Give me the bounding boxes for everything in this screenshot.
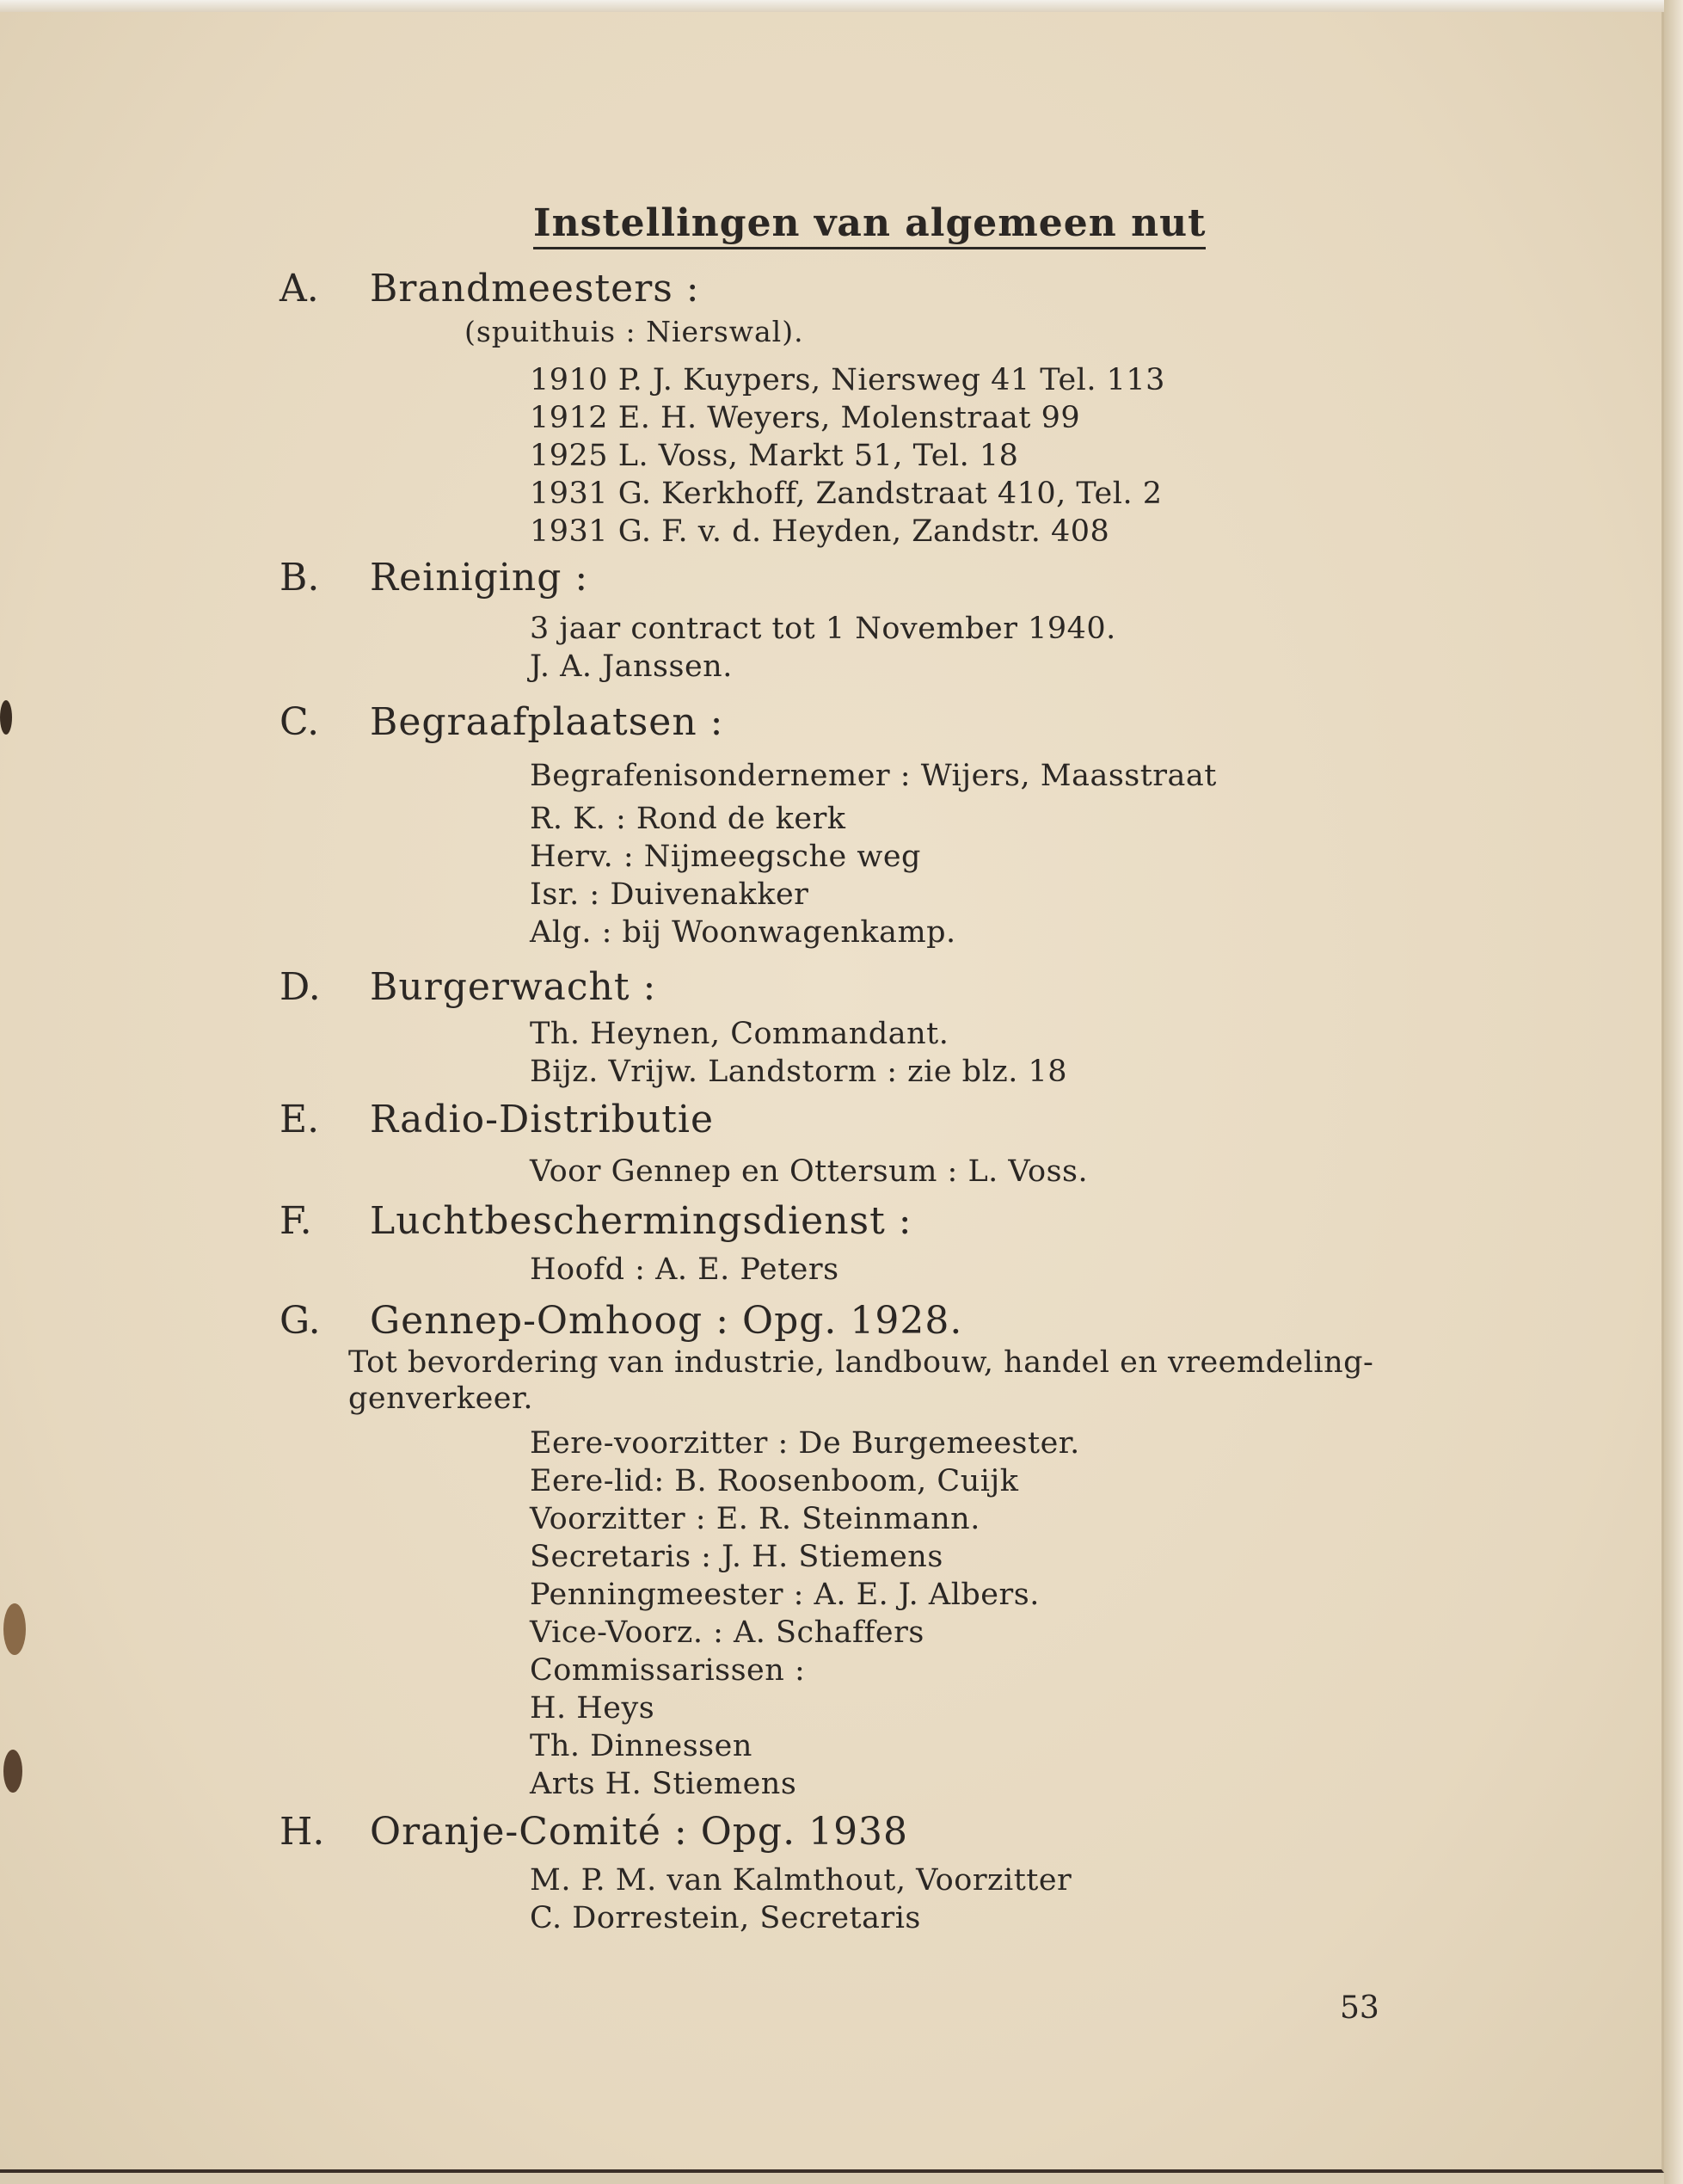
list-item: Eere-voorzitter : De Burgemeester. (530, 1426, 1080, 1461)
list-item: Vice-Voorz. : A. Schaffers (530, 1615, 924, 1650)
list-item: 1912 E. H. Weyers, Molenstraat 99 (530, 401, 1081, 435)
list-item: 1931 G. F. v. d. Heyden, Zandstr. 408 (530, 514, 1110, 549)
list-item: M. P. M. van Kalmthout, Voorzitter (530, 1863, 1072, 1898)
list-item: Herv. : Nijmeegsche weg (530, 840, 921, 874)
list-item: Voorzitter : E. R. Steinmann. (530, 1502, 980, 1536)
section-heading-burgerwacht: Burgerwacht : (370, 965, 657, 1009)
page-edge (1664, 0, 1683, 2184)
list-item: 1910 P. J. Kuypers, Niersweg 41 Tel. 113 (530, 363, 1165, 397)
list-item: Bijz. Vrijw. Landstorm : zie blz. 18 (530, 1055, 1067, 1089)
page-number: 53 (1340, 1990, 1379, 2026)
section-heading-reiniging: Reiniging : (370, 556, 589, 600)
section-letter-a: A. (279, 267, 319, 311)
list-item: 1931 G. Kerkhoff, Zandstraat 410, Tel. 2 (530, 477, 1163, 511)
list-item: Penningmeester : A. E. J. Albers. (530, 1578, 1040, 1612)
list-item: J. A. Janssen. (530, 649, 733, 684)
section-subtitle-spuithuis: (spuithuis : Nierswal). (464, 315, 804, 348)
section-letter-c: C. (279, 700, 320, 744)
list-item: Secretaris : J. H. Stiemens (530, 1540, 943, 1574)
section-heading-begraafplaatsen: Begraafplaatsen : (370, 700, 724, 744)
section-heading-oranje-comite: Oranje-Comité : Opg. 1938 (370, 1810, 909, 1854)
section-heading-brandmeesters: Brandmeesters : (370, 267, 700, 311)
binding-hole-mark (3, 1750, 22, 1793)
list-item: H. Heys (530, 1691, 655, 1726)
section-letter-b: B. (279, 556, 320, 600)
list-item: Arts H. Stiemens (530, 1767, 797, 1801)
list-item: C. Dorrestein, Secretaris (530, 1901, 921, 1935)
list-item: Alg. : bij Woonwagenkamp. (530, 915, 956, 950)
list-item: 3 jaar contract tot 1 November 1940. (530, 612, 1116, 646)
list-item: R. K. : Rond de kerk (530, 802, 846, 836)
section-heading-luchtbeschermingsdienst: Luchtbeschermingsdienst : (370, 1199, 912, 1243)
section-letter-e: E. (279, 1098, 320, 1141)
section-letter-g: G. (279, 1299, 321, 1343)
list-item: Voor Gennep en Ottersum : L. Voss. (530, 1154, 1089, 1189)
section-description: genverkeer. (348, 1381, 534, 1416)
list-item: Hoofd : A. E. Peters (530, 1252, 839, 1287)
scan-top-strip (0, 0, 1683, 12)
page-title: Instellingen van algemeen nut (533, 201, 1206, 249)
list-item: Th. Heynen, Commandant. (530, 1017, 949, 1051)
section-heading-gennep-omhoog: Gennep-Omhoog : Opg. 1928. (370, 1299, 963, 1343)
list-item: Isr. : Duivenakker (530, 877, 809, 912)
list-item: Eere-lid: B. Roosenboom, Cuijk (530, 1464, 1019, 1498)
list-item: Th. Dinnessen (530, 1729, 752, 1763)
section-letter-h: H. (279, 1810, 325, 1854)
section-letter-f: F. (279, 1199, 312, 1243)
list-item: Commissarissen : (530, 1653, 806, 1688)
section-description: Tot bevordering van industrie, landbouw, handel en vreemdeling- (348, 1345, 1374, 1380)
list-item: 1925 L. Voss, Markt 51, Tel. 18 (530, 439, 1019, 473)
book-page (0, 12, 1664, 2173)
section-letter-d: D. (279, 965, 321, 1009)
section-heading-radio-distributie: Radio-Distributie (370, 1098, 714, 1141)
binding-hole-mark (3, 1603, 26, 1655)
list-item: Begrafenisondernemer : Wijers, Maasstraat (530, 759, 1217, 793)
binding-hole-mark (0, 700, 12, 735)
